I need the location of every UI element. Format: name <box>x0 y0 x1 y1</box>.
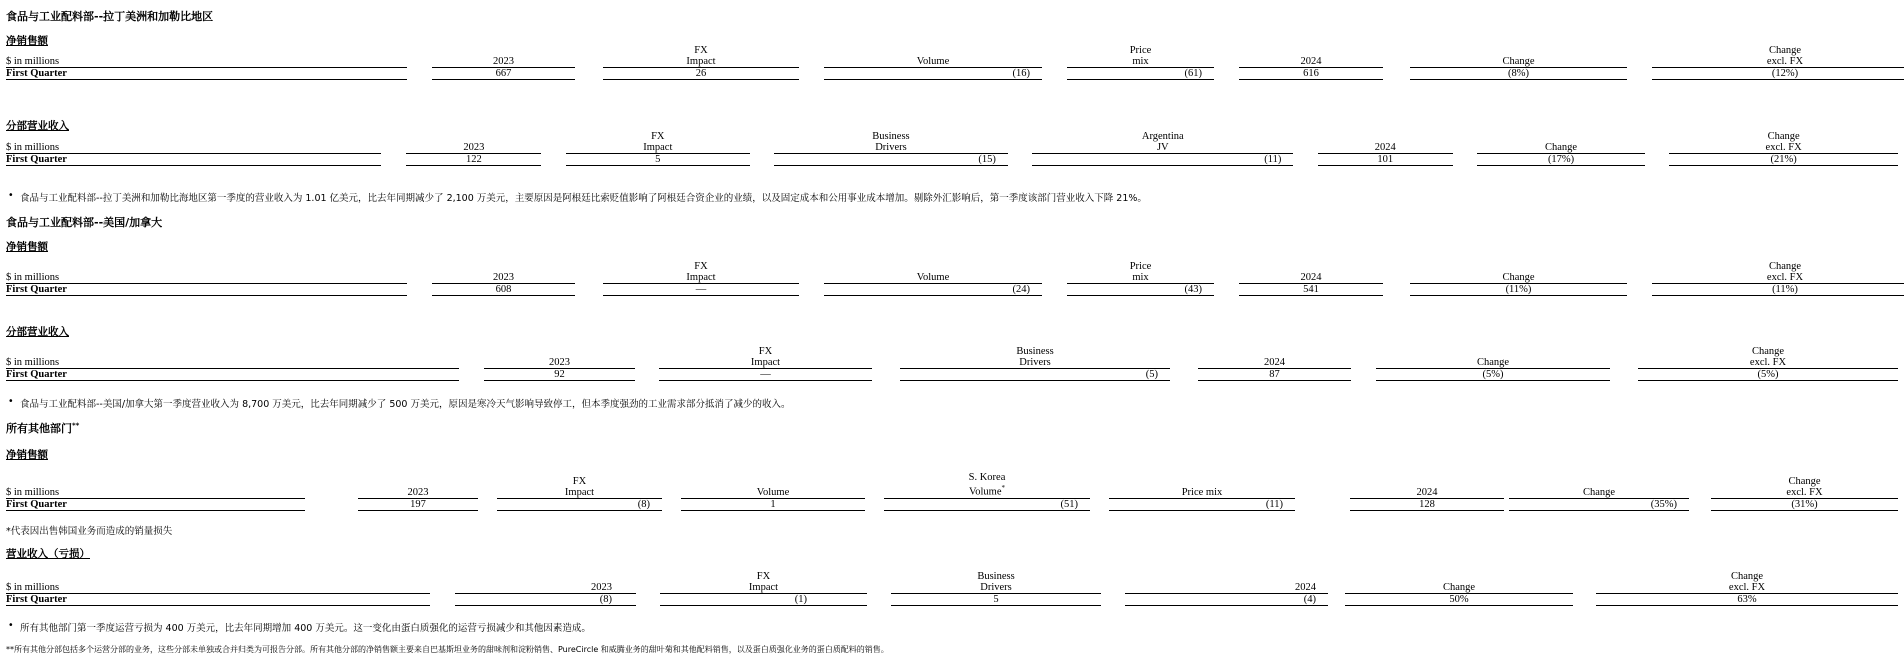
header-2024: 2024 <box>1350 472 1504 499</box>
header-change: Change <box>1376 346 1610 369</box>
table-header-row <box>6 131 1898 154</box>
title-footnote-marker: ** <box>72 421 80 430</box>
us-sales-subtitle: 净销售额 <box>6 241 48 253</box>
header-2024: 2024 <box>1318 131 1453 154</box>
table-row <box>6 284 1904 296</box>
header-change-excl-fx: Change excl. FX <box>1638 346 1898 369</box>
cell-fx-impact: — <box>603 284 799 296</box>
cell-argentina-jv: (11) <box>1032 154 1293 166</box>
cell-fx-impact: (8) <box>497 499 662 511</box>
cell-change-excl-fx: (21%) <box>1669 154 1898 166</box>
header-2023: 2023 <box>358 472 478 499</box>
header-business-drivers: Business Drivers <box>774 131 1008 154</box>
cell-volume: (24) <box>824 284 1042 296</box>
cell-change: (11%) <box>1410 284 1627 296</box>
table-header-row <box>6 472 1898 499</box>
cell-fx-impact: (1) <box>660 594 867 606</box>
header-2024: 2024 <box>1239 45 1383 68</box>
latam-bullet: • 食品与工业配料部--拉丁美洲和加勒比海地区第一季度的营业收入为 1.01 亿美元，比去年同期减少了 2,100 万美元，主要原因是阿根廷比索贬值影响了阿根廷合资企业的业绩，以及固定成本和公用事业成本增加。剔除外汇影响后，第一季度该部门营业收入下降 21%。 <box>20 190 1147 204</box>
row-label: First Quarter <box>6 369 459 381</box>
other-bullet: • 所有其他部门第一季度运营亏损为 400 万美元，比去年同期增加 400 万美元。这一变化由蛋白质强化的运营亏损减少和其他因素造成。 <box>20 620 591 634</box>
cell-change-excl-fx: (5%) <box>1638 369 1898 381</box>
cell-price-mix: (43) <box>1067 284 1214 296</box>
section-title-latam: 食品与工业配料部--拉丁美洲和加勒比地区 <box>6 10 214 23</box>
table-row <box>6 154 1898 166</box>
header-label: $ in millions <box>6 472 305 499</box>
us-sales-table <box>6 261 1904 296</box>
row-label: First Quarter <box>6 284 407 296</box>
row-label: First Quarter <box>6 68 407 80</box>
cell-change-excl-fx: (12%) <box>1652 68 1904 80</box>
header-2024: 2024 <box>1198 346 1351 369</box>
header-2024: 2024 <box>1125 571 1328 594</box>
table-header-row <box>6 261 1904 284</box>
header-2023: 2023 <box>455 571 636 594</box>
header-2023: 2023 <box>432 261 575 284</box>
cell-price-mix: (61) <box>1067 68 1214 80</box>
header-2023: 2023 <box>406 131 541 154</box>
header-change: Change <box>1509 472 1689 499</box>
cell-2024: 128 <box>1350 499 1504 511</box>
header-2023: 2023 <box>484 346 635 369</box>
header-change: Change <box>1410 45 1627 68</box>
cell-2023: 197 <box>358 499 478 511</box>
row-label: First Quarter <box>6 499 305 511</box>
cell-price-mix: (11) <box>1109 499 1295 511</box>
header-label: $ in millions <box>6 346 459 369</box>
header-volume: Volume <box>681 472 865 499</box>
header-business-drivers: Business Drivers <box>900 346 1170 369</box>
other-income-subtitle: 营业收入（亏损） <box>6 548 90 560</box>
header-2024: 2024 <box>1239 261 1383 284</box>
section-title-all-other: 所有其他部门** <box>6 421 80 435</box>
header-label: $ in millions <box>6 45 407 68</box>
cell-change: (17%) <box>1477 154 1645 166</box>
all-other-footnote: **所有其他分部包括多个运营分部的业务，这些分部未单独或合并归类为可报告分部。所有其他分部的净销售额主要来自巴基斯坦业务的甜味剂和淀粉销售、PureCircle 和威腾业务的甜叶菊和其他配料销售，以及蛋白质强化业务的蛋白质配料的销售。 <box>6 645 889 654</box>
header-volume: Volume <box>824 261 1042 284</box>
us-income-table <box>6 346 1898 381</box>
cell-2024: 541 <box>1239 284 1383 296</box>
cell-2023: (8) <box>455 594 636 606</box>
header-label: $ in millions <box>6 571 430 594</box>
cell-s-korea-volume: (51) <box>884 499 1090 511</box>
latam-income-table <box>6 131 1898 166</box>
cell-volume: 1 <box>681 499 865 511</box>
table-header-row <box>6 45 1904 68</box>
us-bullet: • 食品与工业配料部--美国/加拿大第一季度营业收入为 8,700 万美元，比去年同期减少了 500 万美元，原因是寒冷天气影响导致停工，但本季度强劲的工业需求部分抵消了减少的收入。 <box>20 396 790 410</box>
header-volume: Volume <box>824 45 1042 68</box>
header-fx-impact: FX Impact <box>566 131 750 154</box>
cell-2023: 608 <box>432 284 575 296</box>
cell-2023: 667 <box>432 68 575 80</box>
header-change-excl-fx: Change excl. FX <box>1596 571 1898 594</box>
row-label: First Quarter <box>6 594 430 606</box>
header-fx-impact: FX Impact <box>497 472 662 499</box>
cell-2024: 616 <box>1239 68 1383 80</box>
header-change: Change <box>1477 131 1645 154</box>
header-change: Change <box>1410 261 1627 284</box>
cell-fx-impact: 26 <box>603 68 799 80</box>
cell-change-excl-fx: (11%) <box>1652 284 1904 296</box>
cell-change-excl-fx: (31%) <box>1711 499 1898 511</box>
cell-change-excl-fx: 63% <box>1596 594 1898 606</box>
us-income-subtitle: 分部营业收入 <box>6 326 69 338</box>
latam-income-subtitle: 分部营业收入 <box>6 120 69 132</box>
cell-2024: 87 <box>1198 369 1351 381</box>
table-row <box>6 594 1898 606</box>
cell-2024: 101 <box>1318 154 1453 166</box>
row-label: First Quarter <box>6 154 381 166</box>
header-fx-impact: FX Impact <box>659 346 872 369</box>
cell-change: (5%) <box>1376 369 1610 381</box>
header-price-mix: Price mix <box>1067 45 1214 68</box>
cell-2023: 92 <box>484 369 635 381</box>
cell-2024: (4) <box>1125 594 1328 606</box>
header-change-excl-fx: Change excl. FX <box>1711 472 1898 499</box>
header-change-excl-fx: Change excl. FX <box>1669 131 1898 154</box>
table-header-row <box>6 571 1898 594</box>
cell-change: 50% <box>1345 594 1573 606</box>
cell-fx-impact: 5 <box>566 154 750 166</box>
header-argentina-jv: Argentina JV <box>1032 131 1293 154</box>
other-income-table <box>6 571 1898 606</box>
cell-business-drivers: (5) <box>900 369 1170 381</box>
header-fx-impact: FX Impact <box>603 261 799 284</box>
header-fx-impact: FX Impact <box>603 45 799 68</box>
table-row <box>6 499 1898 511</box>
other-sales-table <box>6 472 1898 511</box>
header-label: $ in millions <box>6 261 407 284</box>
header-change-excl-fx: Change excl. FX <box>1652 45 1904 68</box>
latam-sales-table <box>6 45 1904 80</box>
cell-fx-impact: — <box>659 369 872 381</box>
header-price-mix: Price mix <box>1109 472 1295 499</box>
header-change-excl-fx: Change excl. FX <box>1652 261 1904 284</box>
header-label: $ in millions <box>6 131 381 154</box>
cell-business-drivers: (15) <box>774 154 1008 166</box>
section-title-us-canada: 食品与工业配料部--美国/加拿大 <box>6 216 163 229</box>
cell-2023: 122 <box>406 154 541 166</box>
table-row <box>6 369 1898 381</box>
header-price-mix: Price mix <box>1067 261 1214 284</box>
cell-change: (8%) <box>1410 68 1627 80</box>
cell-volume: (16) <box>824 68 1042 80</box>
header-fx-impact: FX Impact <box>660 571 867 594</box>
header-change: Change <box>1345 571 1573 594</box>
other-sales-subtitle: 净销售额 <box>6 449 48 461</box>
table-header-row <box>6 346 1898 369</box>
header-2023: 2023 <box>432 45 575 68</box>
header-business-drivers: Business Drivers <box>891 571 1101 594</box>
table-row <box>6 68 1904 80</box>
s-korea-note: *代表因出售韩国业务而造成的销量损失 <box>6 526 173 537</box>
latam-sales-subtitle: 净销售额 <box>6 35 48 47</box>
header-s-korea-volume: S. Korea Volume* <box>884 472 1090 499</box>
cell-business-drivers: 5 <box>891 594 1101 606</box>
cell-change: (35%) <box>1509 499 1689 511</box>
